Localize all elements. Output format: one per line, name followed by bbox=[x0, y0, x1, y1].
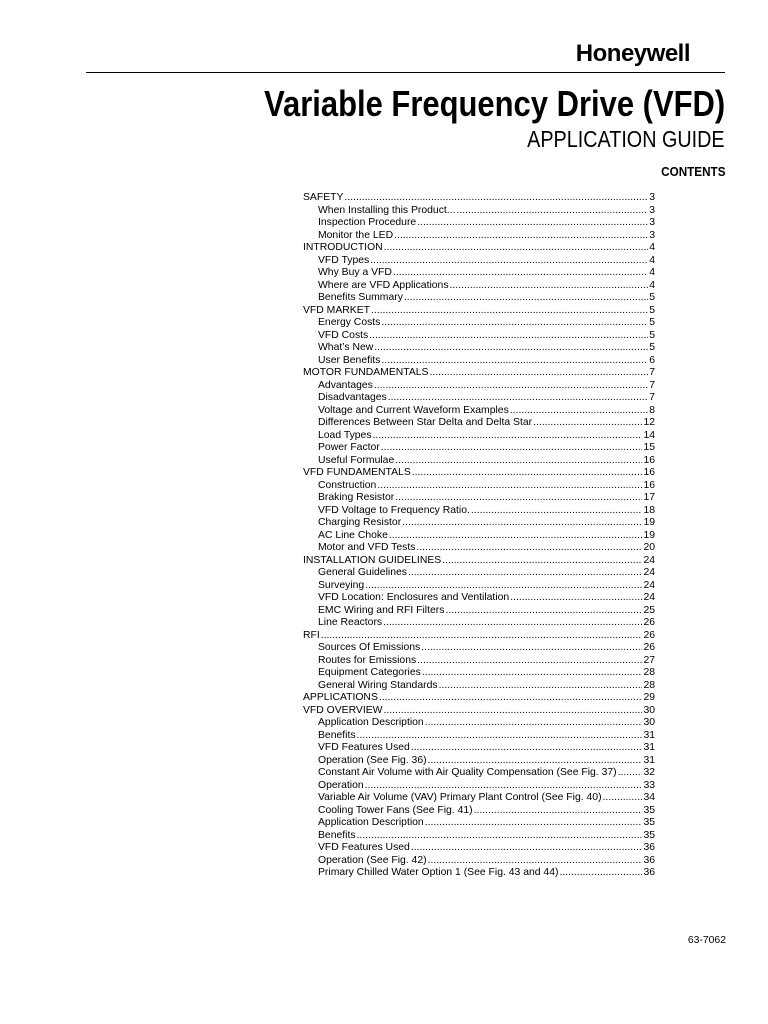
toc-entry bbox=[303, 692, 655, 705]
toc-subentry bbox=[303, 217, 655, 230]
toc-entry-label: INTRODUCTION bbox=[303, 242, 383, 253]
toc-subentry bbox=[303, 530, 655, 543]
toc-entry-label: VFD MARKET bbox=[303, 304, 370, 316]
toc-entry-label: Power Factor bbox=[318, 442, 380, 453]
toc-entry-label: Disadvantages bbox=[318, 392, 387, 403]
toc-entry bbox=[303, 555, 655, 568]
toc-entry-page: 24 bbox=[643, 554, 655, 566]
toc-entry-page: 28 bbox=[643, 667, 655, 678]
toc-entry-label: Where are VFD Applications bbox=[318, 279, 449, 291]
toc-subentry bbox=[303, 542, 655, 555]
toc-leader-dots bbox=[383, 617, 642, 630]
toc-entry-page: 36 bbox=[643, 842, 655, 853]
toc-entry-label: Benefits bbox=[318, 729, 356, 741]
toc-subentry bbox=[303, 717, 655, 730]
toc-entry-page: 33 bbox=[643, 779, 655, 791]
toc-subentry bbox=[303, 317, 655, 330]
toc-leader-dots bbox=[450, 280, 649, 293]
toc-leader-dots bbox=[408, 567, 642, 580]
toc-entry-label: Benefits Summary bbox=[318, 292, 403, 303]
toc-leader-dots bbox=[402, 517, 642, 530]
toc-entry-label: Application Description bbox=[318, 717, 424, 728]
toc-leader-dots bbox=[411, 842, 643, 855]
toc-entry-page: 36 bbox=[643, 854, 655, 866]
toc-entry-page: 6 bbox=[649, 354, 655, 366]
toc-subentry bbox=[303, 605, 655, 618]
toc-leader-dots bbox=[394, 230, 648, 243]
toc-entry-label: Variable Air Volume (VAV) Primary Plant Control (See Fig. 40) bbox=[318, 792, 602, 803]
toc-entry-label: Benefits bbox=[318, 829, 356, 841]
toc-entry-page: 3 bbox=[649, 229, 655, 241]
toc-subentry bbox=[303, 405, 655, 418]
toc-leader-dots bbox=[417, 655, 642, 668]
toc-entry bbox=[303, 630, 655, 643]
toc-entry-label: Equipment Categories bbox=[318, 667, 421, 678]
toc-entry-page: 5 bbox=[649, 317, 655, 328]
toc-entry-label: General Guidelines bbox=[318, 567, 407, 578]
toc-subentry bbox=[303, 805, 655, 818]
toc-entry-label: Monitor the LED bbox=[318, 229, 394, 241]
table-of-contents bbox=[303, 192, 655, 880]
toc-entry-page: 4 bbox=[649, 279, 655, 291]
toc-entry-label: Surveying bbox=[318, 579, 365, 591]
toc-entry bbox=[303, 467, 655, 480]
toc-entry-label: Voltage and Current Waveform Examples bbox=[318, 404, 509, 416]
toc-leader-dots bbox=[471, 505, 643, 518]
toc-entry-label: Primary Chilled Water Option 1 (See Fig. 43 and 44) bbox=[318, 867, 559, 878]
toc-leader-dots bbox=[389, 530, 643, 543]
toc-leader-dots bbox=[321, 630, 643, 643]
toc-entry bbox=[303, 192, 655, 205]
toc-leader-dots bbox=[416, 542, 642, 555]
toc-entry-page: 14 bbox=[643, 429, 655, 441]
toc-leader-dots bbox=[357, 730, 643, 743]
toc-entry-label: Why Buy a VFD bbox=[318, 267, 392, 278]
toc-leader-dots bbox=[442, 555, 642, 568]
document-number: 63-7062 bbox=[687, 935, 726, 946]
toc-entry-label: INSTALLATION GUIDELINES bbox=[303, 554, 442, 566]
toc-entry-page: 16 bbox=[643, 479, 655, 491]
toc-entry-label: Operation (See Fig. 36) bbox=[318, 754, 427, 766]
toc-leader-dots bbox=[370, 255, 648, 268]
toc-entry-page: 5 bbox=[649, 329, 655, 341]
toc-subentry bbox=[303, 430, 655, 443]
toc-leader-dots bbox=[357, 830, 643, 843]
toc-leader-dots bbox=[388, 392, 648, 405]
toc-subentry bbox=[303, 767, 655, 780]
toc-entry-page: 29 bbox=[643, 692, 655, 703]
toc-entry-page: 15 bbox=[643, 442, 655, 453]
toc-leader-dots bbox=[422, 667, 643, 680]
toc-entry-label: User Benefits bbox=[318, 354, 381, 366]
toc-entry-label: Line Reactors bbox=[318, 617, 383, 628]
toc-entry-page: 16 bbox=[643, 467, 655, 478]
toc-subentry bbox=[303, 817, 655, 830]
toc-entry-page: 32 bbox=[643, 767, 655, 778]
toc-entry-label: Construction bbox=[318, 479, 377, 491]
toc-leader-dots bbox=[374, 342, 648, 355]
toc-leader-dots bbox=[344, 192, 648, 205]
toc-subentry bbox=[303, 492, 655, 505]
toc-subentry bbox=[303, 742, 655, 755]
toc-entry-label: AC Line Choke bbox=[318, 529, 388, 541]
toc-entry-page: 24 bbox=[643, 567, 655, 578]
toc-entry bbox=[303, 242, 655, 255]
toc-entry-page: 35 bbox=[643, 817, 655, 828]
toc-entry-page: 20 bbox=[643, 542, 655, 553]
toc-subentry bbox=[303, 267, 655, 280]
toc-entry-page: 17 bbox=[643, 492, 655, 503]
toc-entry-page: 35 bbox=[643, 829, 655, 841]
toc-entry-label: VFD Types bbox=[318, 254, 370, 266]
toc-leader-dots bbox=[374, 380, 648, 393]
brand-logo: Honeywell bbox=[575, 40, 690, 67]
toc-subentry bbox=[303, 792, 655, 805]
toc-leader-dots bbox=[395, 455, 642, 468]
toc-entry-label: Energy Costs bbox=[318, 317, 381, 328]
toc-subentry bbox=[303, 580, 655, 593]
toc-subentry bbox=[303, 380, 655, 393]
toc-entry-label: VFD Features Used bbox=[318, 742, 410, 753]
toc-leader-dots bbox=[381, 317, 648, 330]
toc-entry-page: 12 bbox=[643, 417, 655, 428]
toc-leader-dots bbox=[439, 680, 643, 693]
toc-entry-label: Operation bbox=[318, 779, 364, 791]
toc-entry-label: Cooling Tower Fans (See Fig. 41) bbox=[318, 804, 473, 816]
toc-subentry bbox=[303, 342, 655, 355]
toc-entry-page: 3 bbox=[649, 217, 655, 228]
toc-subentry bbox=[303, 230, 655, 243]
toc-entry-label: Braking Resistor bbox=[318, 492, 395, 503]
toc-entry bbox=[303, 705, 655, 718]
toc-entry-label: VFD Voltage to Frequency Ratio. bbox=[318, 504, 470, 516]
toc-subentry bbox=[303, 830, 655, 843]
toc-entry-label: Differences Between Star Delta and Delta Star bbox=[318, 417, 533, 428]
toc-leader-dots bbox=[393, 267, 648, 280]
toc-leader-dots bbox=[425, 817, 643, 830]
toc-leader-dots bbox=[417, 217, 648, 230]
toc-entry-page: 4 bbox=[649, 254, 655, 266]
document-subtitle: APPLICATION GUIDE bbox=[527, 126, 725, 152]
toc-entry-label: What’s New bbox=[318, 342, 374, 353]
toc-entry-page: 5 bbox=[649, 292, 655, 303]
toc-leader-dots bbox=[404, 292, 648, 305]
toc-leader-dots bbox=[456, 205, 648, 218]
toc-entry-label: SAFETY bbox=[303, 192, 344, 203]
toc-entry bbox=[303, 367, 655, 380]
toc-entry-label: Inspection Procedure bbox=[318, 217, 417, 228]
toc-leader-dots bbox=[381, 355, 648, 368]
toc-entry-page: 31 bbox=[643, 754, 655, 766]
toc-leader-dots bbox=[365, 780, 643, 793]
toc-leader-dots bbox=[373, 430, 643, 443]
toc-entry-page: 26 bbox=[643, 642, 655, 653]
toc-subentry bbox=[303, 780, 655, 793]
toc-entry-label: General Wiring Standards bbox=[318, 679, 438, 691]
toc-subentry bbox=[303, 205, 655, 218]
toc-entry-page: 30 bbox=[643, 704, 655, 716]
toc-entry-label: VFD FUNDAMENTALS bbox=[303, 467, 411, 478]
toc-entry-page: 25 bbox=[643, 604, 655, 616]
toc-subentry bbox=[303, 330, 655, 343]
toc-subentry bbox=[303, 255, 655, 268]
toc-subentry bbox=[303, 505, 655, 518]
toc-subentry bbox=[303, 480, 655, 493]
toc-leader-dots bbox=[428, 755, 643, 768]
toc-leader-dots bbox=[603, 792, 643, 805]
toc-leader-dots bbox=[510, 592, 642, 605]
toc-entry-page: 31 bbox=[643, 729, 655, 741]
toc-entry-label: VFD Location: Enclosures and Ventilation bbox=[318, 592, 510, 603]
toc-leader-dots bbox=[428, 855, 643, 868]
toc-leader-dots bbox=[371, 305, 648, 318]
toc-entry-page: 5 bbox=[649, 304, 655, 316]
toc-entry-page: 31 bbox=[643, 742, 655, 753]
toc-subentry bbox=[303, 867, 655, 880]
toc-entry-label: VFD Features Used bbox=[318, 842, 410, 853]
toc-entry-label: Routes for Emissions bbox=[318, 654, 417, 666]
toc-entry-label: When Installing this Product... bbox=[318, 204, 456, 216]
toc-entry-label: Application Description bbox=[318, 817, 424, 828]
toc-leader-dots bbox=[429, 367, 648, 380]
toc-subentry bbox=[303, 617, 655, 630]
toc-leader-dots bbox=[445, 605, 642, 618]
toc-subentry bbox=[303, 567, 655, 580]
contents-heading: CONTENTS bbox=[660, 164, 725, 179]
toc-leader-dots bbox=[383, 705, 642, 718]
toc-subentry bbox=[303, 392, 655, 405]
toc-entry-label: Load Types bbox=[318, 429, 372, 441]
toc-leader-dots bbox=[369, 330, 648, 343]
toc-entry-page: 7 bbox=[649, 392, 655, 403]
toc-subentry bbox=[303, 280, 655, 293]
toc-subentry bbox=[303, 842, 655, 855]
toc-entry-page: 18 bbox=[643, 504, 655, 516]
toc-leader-dots bbox=[381, 442, 643, 455]
toc-subentry bbox=[303, 755, 655, 768]
toc-subentry bbox=[303, 417, 655, 430]
header-rule bbox=[86, 72, 725, 73]
toc-entry-page: 34 bbox=[643, 792, 655, 803]
toc-entry-page: 16 bbox=[643, 454, 655, 466]
toc-leader-dots bbox=[421, 642, 642, 655]
toc-entry-page: 7 bbox=[649, 379, 655, 391]
toc-leader-dots bbox=[365, 580, 642, 593]
toc-subentry bbox=[303, 592, 655, 605]
toc-leader-dots bbox=[533, 417, 642, 430]
toc-entry-page: 27 bbox=[643, 654, 655, 666]
toc-entry-page: 30 bbox=[643, 717, 655, 728]
toc-entry-label: APPLICATIONS bbox=[303, 692, 378, 703]
toc-entry-page: 8 bbox=[649, 404, 655, 416]
toc-entry-label: Constant Air Volume with Air Quality Compensation (See Fig. 37) bbox=[318, 767, 617, 778]
toc-entry-label: Motor and VFD Tests bbox=[318, 542, 416, 553]
toc-subentry bbox=[303, 855, 655, 868]
document-title: Variable Frequency Drive (VFD) bbox=[263, 83, 725, 124]
toc-entry-page: 3 bbox=[649, 204, 655, 216]
toc-subentry bbox=[303, 455, 655, 468]
toc-entry-page: 5 bbox=[649, 342, 655, 353]
toc-leader-dots bbox=[412, 467, 643, 480]
toc-entry-page: 26 bbox=[643, 629, 655, 641]
toc-entry-label: Sources Of Emissions bbox=[318, 642, 421, 653]
toc-leader-dots bbox=[510, 405, 648, 418]
toc-subentry bbox=[303, 642, 655, 655]
toc-leader-dots bbox=[377, 480, 642, 493]
toc-entry-label: MOTOR FUNDAMENTALS bbox=[303, 367, 429, 378]
toc-entry-label: VFD OVERVIEW bbox=[303, 704, 383, 716]
toc-entry-page: 7 bbox=[649, 367, 655, 378]
toc-entry-page: 36 bbox=[643, 867, 655, 878]
toc-subentry bbox=[303, 730, 655, 743]
toc-entry-page: 4 bbox=[649, 267, 655, 278]
toc-entry-page: 19 bbox=[643, 517, 655, 528]
toc-entry-page: 24 bbox=[643, 592, 655, 603]
toc-entry-page: 26 bbox=[643, 617, 655, 628]
toc-subentry bbox=[303, 680, 655, 693]
toc-entry-page: 19 bbox=[643, 529, 655, 541]
toc-leader-dots bbox=[384, 242, 649, 255]
toc-leader-dots bbox=[618, 767, 643, 780]
toc-leader-dots bbox=[425, 717, 643, 730]
toc-entry-label: Useful Formulae bbox=[318, 454, 395, 466]
toc-entry-page: 28 bbox=[643, 679, 655, 691]
toc-leader-dots bbox=[411, 742, 643, 755]
toc-leader-dots bbox=[559, 867, 642, 880]
toc-subentry bbox=[303, 517, 655, 530]
toc-subentry bbox=[303, 655, 655, 668]
toc-entry-label: Advantages bbox=[318, 379, 373, 391]
toc-entry-page: 24 bbox=[643, 579, 655, 591]
toc-subentry bbox=[303, 667, 655, 680]
toc-entry-label: Charging Resistor bbox=[318, 517, 402, 528]
toc-leader-dots bbox=[474, 805, 643, 818]
toc-leader-dots bbox=[395, 492, 642, 505]
toc-entry-label: EMC Wiring and RFI Filters bbox=[318, 604, 445, 616]
toc-leader-dots bbox=[379, 692, 643, 705]
toc-entry-label: VFD Costs bbox=[318, 329, 369, 341]
toc-entry-page: 4 bbox=[649, 242, 655, 253]
toc-subentry bbox=[303, 292, 655, 305]
toc-entry bbox=[303, 305, 655, 318]
toc-subentry bbox=[303, 442, 655, 455]
toc-entry-label: Operation (See Fig. 42) bbox=[318, 854, 427, 866]
toc-entry-label: RFI bbox=[303, 629, 320, 641]
toc-entry-page: 35 bbox=[643, 804, 655, 816]
toc-entry-page: 3 bbox=[649, 192, 655, 203]
toc-subentry bbox=[303, 355, 655, 368]
